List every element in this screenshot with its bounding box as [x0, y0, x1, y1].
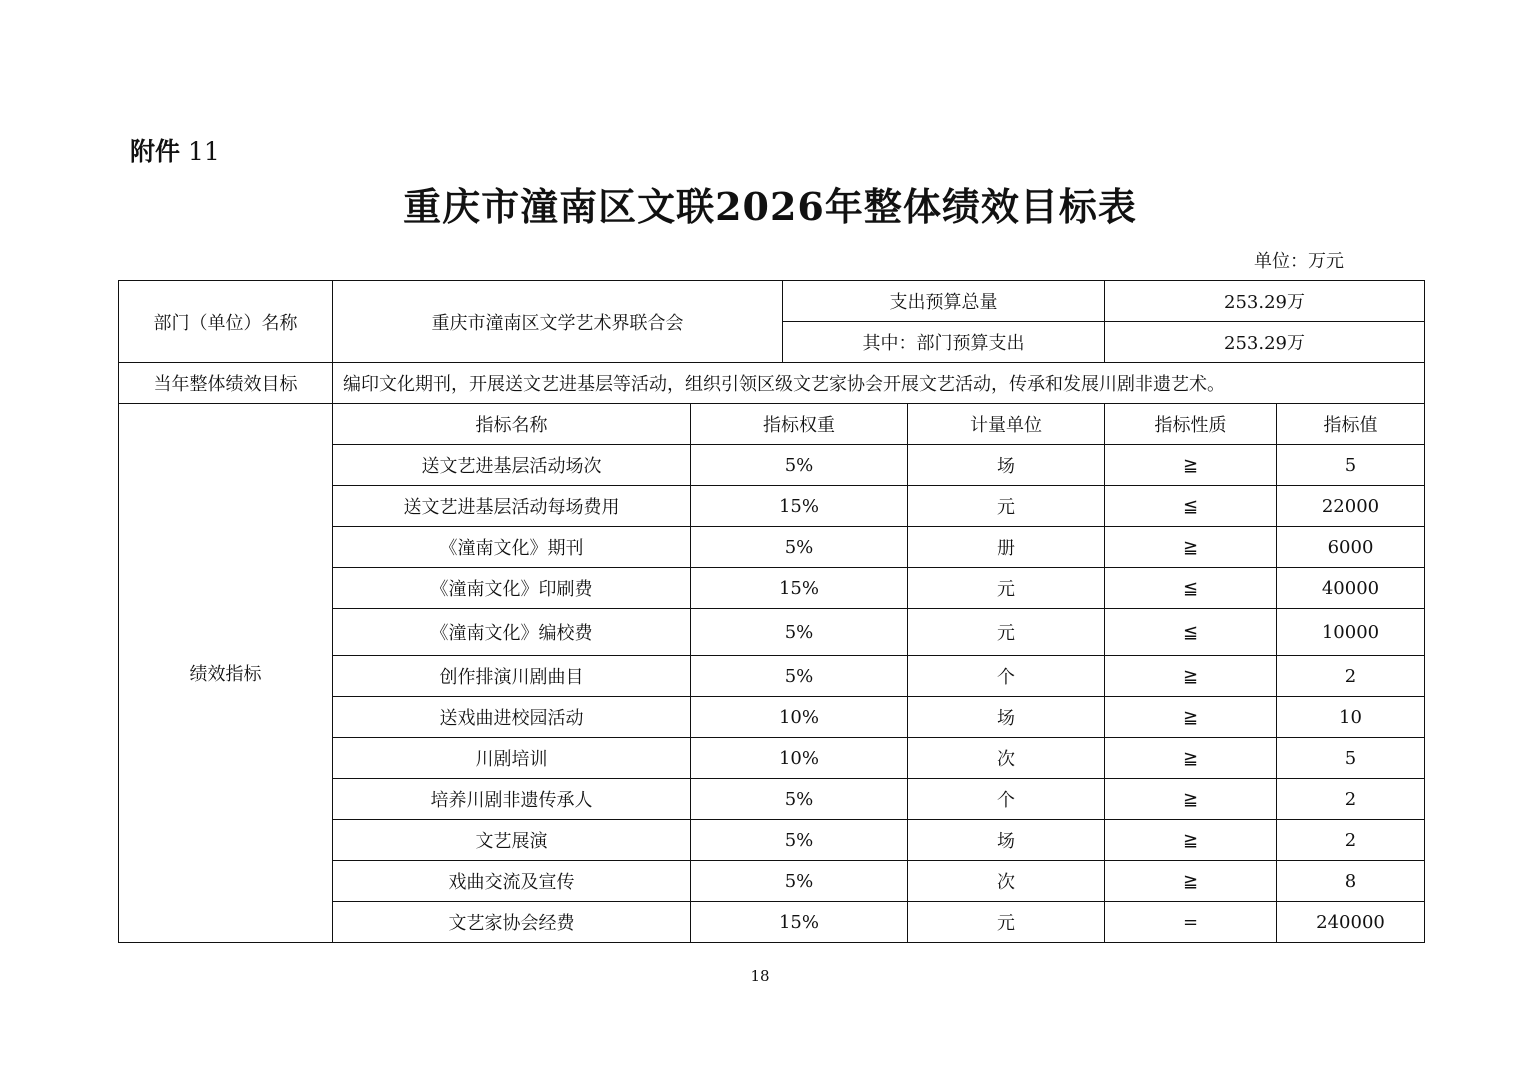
indicator-weight-cell: 5%	[690, 860, 908, 902]
column-header-weight: 指标权重	[690, 403, 908, 445]
indicator-unit-cell: 次	[907, 860, 1105, 902]
indicator-value-cell: 10	[1276, 696, 1425, 738]
column-header-nature: 指标性质	[1104, 403, 1277, 445]
goal-label-cell: 当年整体绩效目标	[118, 362, 333, 404]
indicator-nature-cell: ≧	[1104, 737, 1277, 779]
indicator-value-cell: 22000	[1276, 485, 1425, 527]
indicator-unit-cell: 册	[907, 526, 1105, 568]
indicator-value-cell: 5	[1276, 737, 1425, 779]
indicator-unit-cell: 元	[907, 567, 1105, 609]
indicator-unit-cell: 个	[907, 655, 1105, 697]
indicator-name-cell: 戏曲交流及宣传	[332, 860, 691, 902]
indicator-value-cell: 6000	[1276, 526, 1425, 568]
indicator-value-cell: 40000	[1276, 567, 1425, 609]
goal-value-cell: 编印文化期刊，开展送文艺进基层等活动，组织引领区级文艺家协会开展文艺活动，传承和发展川剧非遗艺术。	[332, 362, 1425, 404]
indicator-value-cell: 10000	[1276, 608, 1425, 656]
indicator-name-cell: 送戏曲进校园活动	[332, 696, 691, 738]
indicator-unit-cell: 场	[907, 444, 1105, 486]
indicator-value-cell: 2	[1276, 778, 1425, 820]
indicator-name-cell: 川剧培训	[332, 737, 691, 779]
indicator-nature-cell: ≧	[1104, 526, 1277, 568]
indicator-weight-cell: 10%	[690, 737, 908, 779]
indicator-name-cell: 文艺家协会经费	[332, 901, 691, 943]
indicator-weight-cell: 5%	[690, 444, 908, 486]
column-header-name: 指标名称	[332, 403, 691, 445]
dept-label-cell: 部门（单位）名称	[118, 280, 333, 363]
indicator-name-cell: 培养川剧非遗传承人	[332, 778, 691, 820]
indicator-weight-cell: 15%	[690, 901, 908, 943]
indicator-nature-cell: ≧	[1104, 819, 1277, 861]
indicator-name-cell: 文艺展演	[332, 819, 691, 861]
indicator-unit-cell: 次	[907, 737, 1105, 779]
indicator-nature-cell: ≧	[1104, 778, 1277, 820]
budget-total-label-cell: 支出预算总量	[782, 280, 1105, 322]
indicator-nature-cell: ≦	[1104, 608, 1277, 656]
indicator-weight-cell: 5%	[690, 608, 908, 656]
indicator-nature-cell: =	[1104, 901, 1277, 943]
indicator-nature-cell: ≧	[1104, 655, 1277, 697]
indicator-name-cell: 《潼南文化》印刷费	[332, 567, 691, 609]
indicator-value-cell: 5	[1276, 444, 1425, 486]
indicator-name-cell: 送文艺进基层活动每场费用	[332, 485, 691, 527]
indicator-unit-cell: 元	[907, 901, 1105, 943]
indicators-section-label: 绩效指标	[118, 403, 333, 943]
indicator-value-cell: 8	[1276, 860, 1425, 902]
indicator-weight-cell: 15%	[690, 485, 908, 527]
indicator-nature-cell: ≧	[1104, 444, 1277, 486]
indicator-nature-cell: ≦	[1104, 567, 1277, 609]
indicator-unit-cell: 个	[907, 778, 1105, 820]
attachment-number: 11	[187, 137, 220, 166]
indicator-unit-cell: 场	[907, 696, 1105, 738]
indicator-nature-cell: ≧	[1104, 696, 1277, 738]
page-number: 18	[750, 967, 770, 985]
indicator-name-cell: 创作排演川剧曲目	[332, 655, 691, 697]
indicator-value-cell: 240000	[1276, 901, 1425, 943]
unit-label: 单位：万元	[1254, 251, 1344, 272]
indicator-weight-cell: 5%	[690, 819, 908, 861]
indicator-weight-cell: 5%	[690, 778, 908, 820]
dept-value-cell: 重庆市潼南区文学艺术界联合会	[332, 280, 783, 363]
column-header-value: 指标值	[1276, 403, 1425, 445]
indicator-unit-cell: 元	[907, 608, 1105, 656]
attachment-text: 附件	[130, 137, 181, 166]
indicator-name-cell: 送文艺进基层活动场次	[332, 444, 691, 486]
indicator-unit-cell: 场	[907, 819, 1105, 861]
indicator-weight-cell: 5%	[690, 655, 908, 697]
page-title: 重庆市潼南区文联2026年整体绩效目标表	[403, 184, 1137, 229]
indicator-name-cell: 《潼南文化》期刊	[332, 526, 691, 568]
indicator-weight-cell: 15%	[690, 567, 908, 609]
indicator-unit-cell: 元	[907, 485, 1105, 527]
indicator-name-cell: 《潼南文化》编校费	[332, 608, 691, 656]
dept-budget-value-cell: 253.29万	[1104, 321, 1425, 363]
indicator-value-cell: 2	[1276, 819, 1425, 861]
indicator-weight-cell: 10%	[690, 696, 908, 738]
indicator-weight-cell: 5%	[690, 526, 908, 568]
dept-budget-label-cell: 其中：部门预算支出	[782, 321, 1105, 363]
column-header-unit: 计量单位	[907, 403, 1105, 445]
indicator-value-cell: 2	[1276, 655, 1425, 697]
indicator-nature-cell: ≧	[1104, 860, 1277, 902]
indicator-nature-cell: ≦	[1104, 485, 1277, 527]
budget-total-value-cell: 253.29万	[1104, 280, 1425, 322]
